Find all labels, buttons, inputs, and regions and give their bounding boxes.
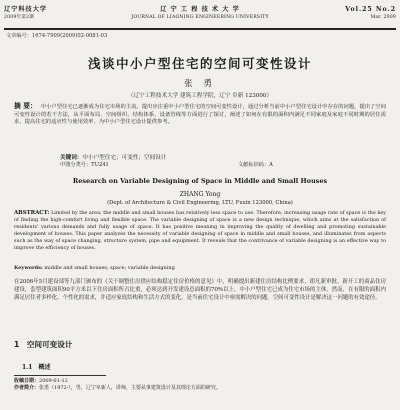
keywords-cn-text: 中小户型住宅；可变性；空间设计 (82, 155, 167, 161)
classification-line (60, 161, 360, 168)
footnotes (14, 378, 386, 392)
abstract-en-text: Limited by the area, the middle and small houses has relatively less space to use. Therefore, increasing usage rate of space is the key of finding the high-comfort living and flexible space. The variable designing of space is a new design technique, which aims at the satisfaction of residents' various demands and fully usage of space. It has positive meaning in improving the quality of dwelling and promoting sustainable development of houses. This paper analyzes the necessity of variable designing of space in middle and small houses, and illuminates from aspects such as the way of space changing, structure system, pipe and equipment. It reveals that the contrivance of variable designing is an effective way to improve the efficiency of houses. (14, 210, 386, 251)
journal-header (4, 4, 396, 30)
affiliation-chinese: （辽宁工程技术大学 建筑工程学院，辽宁 阜新 123000） (127, 93, 273, 99)
title-english: Research on Variable Designing of Space in Middle and Small Houses (72, 177, 328, 185)
header-left-cn: 辽宁科技大学 (4, 6, 48, 13)
abstract-cn-text: 中小户型住宅已逐渐成为住宅市场的主流，提出应注重中小户型住宅的空间可变性设计，通过分析当前中小户型住宅设计中存在的问题，提出了空间可变性设计的若干方法，从平面布局、空间组织、结构体系、设备管线等方面进行了探讨，阐述了如何在有限的面积内满足不同家庭及家庭不同时期的居住需求，提高住宅的适应性与使用效率，为中小户型住宅设计提供参考。 (14, 104, 386, 126)
author-english: ZHANG Yong (179, 191, 221, 198)
header-center (114, 6, 286, 22)
body-paragraph: 在2006年5月建设部等九部门颁布的《关于调整住房供应结构稳定住房价格的意见》中，明确提出新建住房结构比例要求，即凡新审批、新开工的商品住房建设，套型建筑面积90平方米以下住房面积所占比重，必须达到开发建设总面积的70%以上。中小户型住宅已成为住宅市场的主体。然而，在有限的面积内满足居住者多样化、个性化的需求，并适应家庭结构和生活方式的变化，是当前住宅设计中亟需解决的问题。空间可变性设计是解决这一问题的有效途径。 (14, 279, 386, 301)
document-code: 文献标识码：A (238, 162, 273, 168)
footnote-label: 收稿日期： (14, 378, 40, 384)
header-right (296, 6, 396, 22)
footnote-label: 作者简介： (14, 385, 40, 392)
article-number: 文章编号：1674-7909(2009)02-0081-03 (6, 33, 108, 39)
header-left (4, 6, 114, 22)
abstract-en-label: ABSTRACT: (14, 210, 50, 216)
keywords-english (14, 265, 386, 271)
subsection-heading: 1.1 概述 (22, 364, 51, 371)
footnote-author-bio (14, 385, 386, 392)
author-chinese: 张 勇 (184, 79, 216, 89)
section-heading: 1 空间可变设计 (14, 340, 73, 349)
abstract-english (14, 210, 386, 251)
abstract-chinese (14, 103, 386, 127)
header-left-en: 2009年第2期 (4, 15, 34, 20)
abstract-cn-label: 摘 要： (14, 102, 37, 110)
volume-info: Vol.25 No.2 (345, 6, 396, 13)
clc-number: 中图分类号：TU241 (60, 162, 109, 168)
title-chinese: 浅谈中小户型住宅的空间可变性设计 (87, 56, 312, 71)
footnote-text: 张勇（1972-），男，辽宁阜新人，讲师，主要从事建筑设计及其理论方面的研究。 (39, 385, 221, 392)
footnote-text: 2009-01-12 (39, 378, 68, 384)
keywords-chinese (60, 153, 166, 161)
affiliation-english: (Dept. of Architecture & Civil Engineering, LTU, Fuxin 123000, China) (107, 200, 293, 206)
journal-name-en: JOURNAL OF LIAONING ENGINEERING UNIVERSITY (131, 15, 269, 20)
journal-name-cn: 辽 宁 工 程 技 术 大 学 (160, 6, 240, 13)
keywords-en-text: middle and small houses; space; variable designing (44, 265, 175, 271)
keywords-cn-label: 关键词： (60, 155, 83, 161)
keywords-en-label: Keywords: (14, 265, 43, 271)
footnote-divider (14, 375, 106, 376)
issue-date: Mar. 2009 (370, 15, 396, 20)
